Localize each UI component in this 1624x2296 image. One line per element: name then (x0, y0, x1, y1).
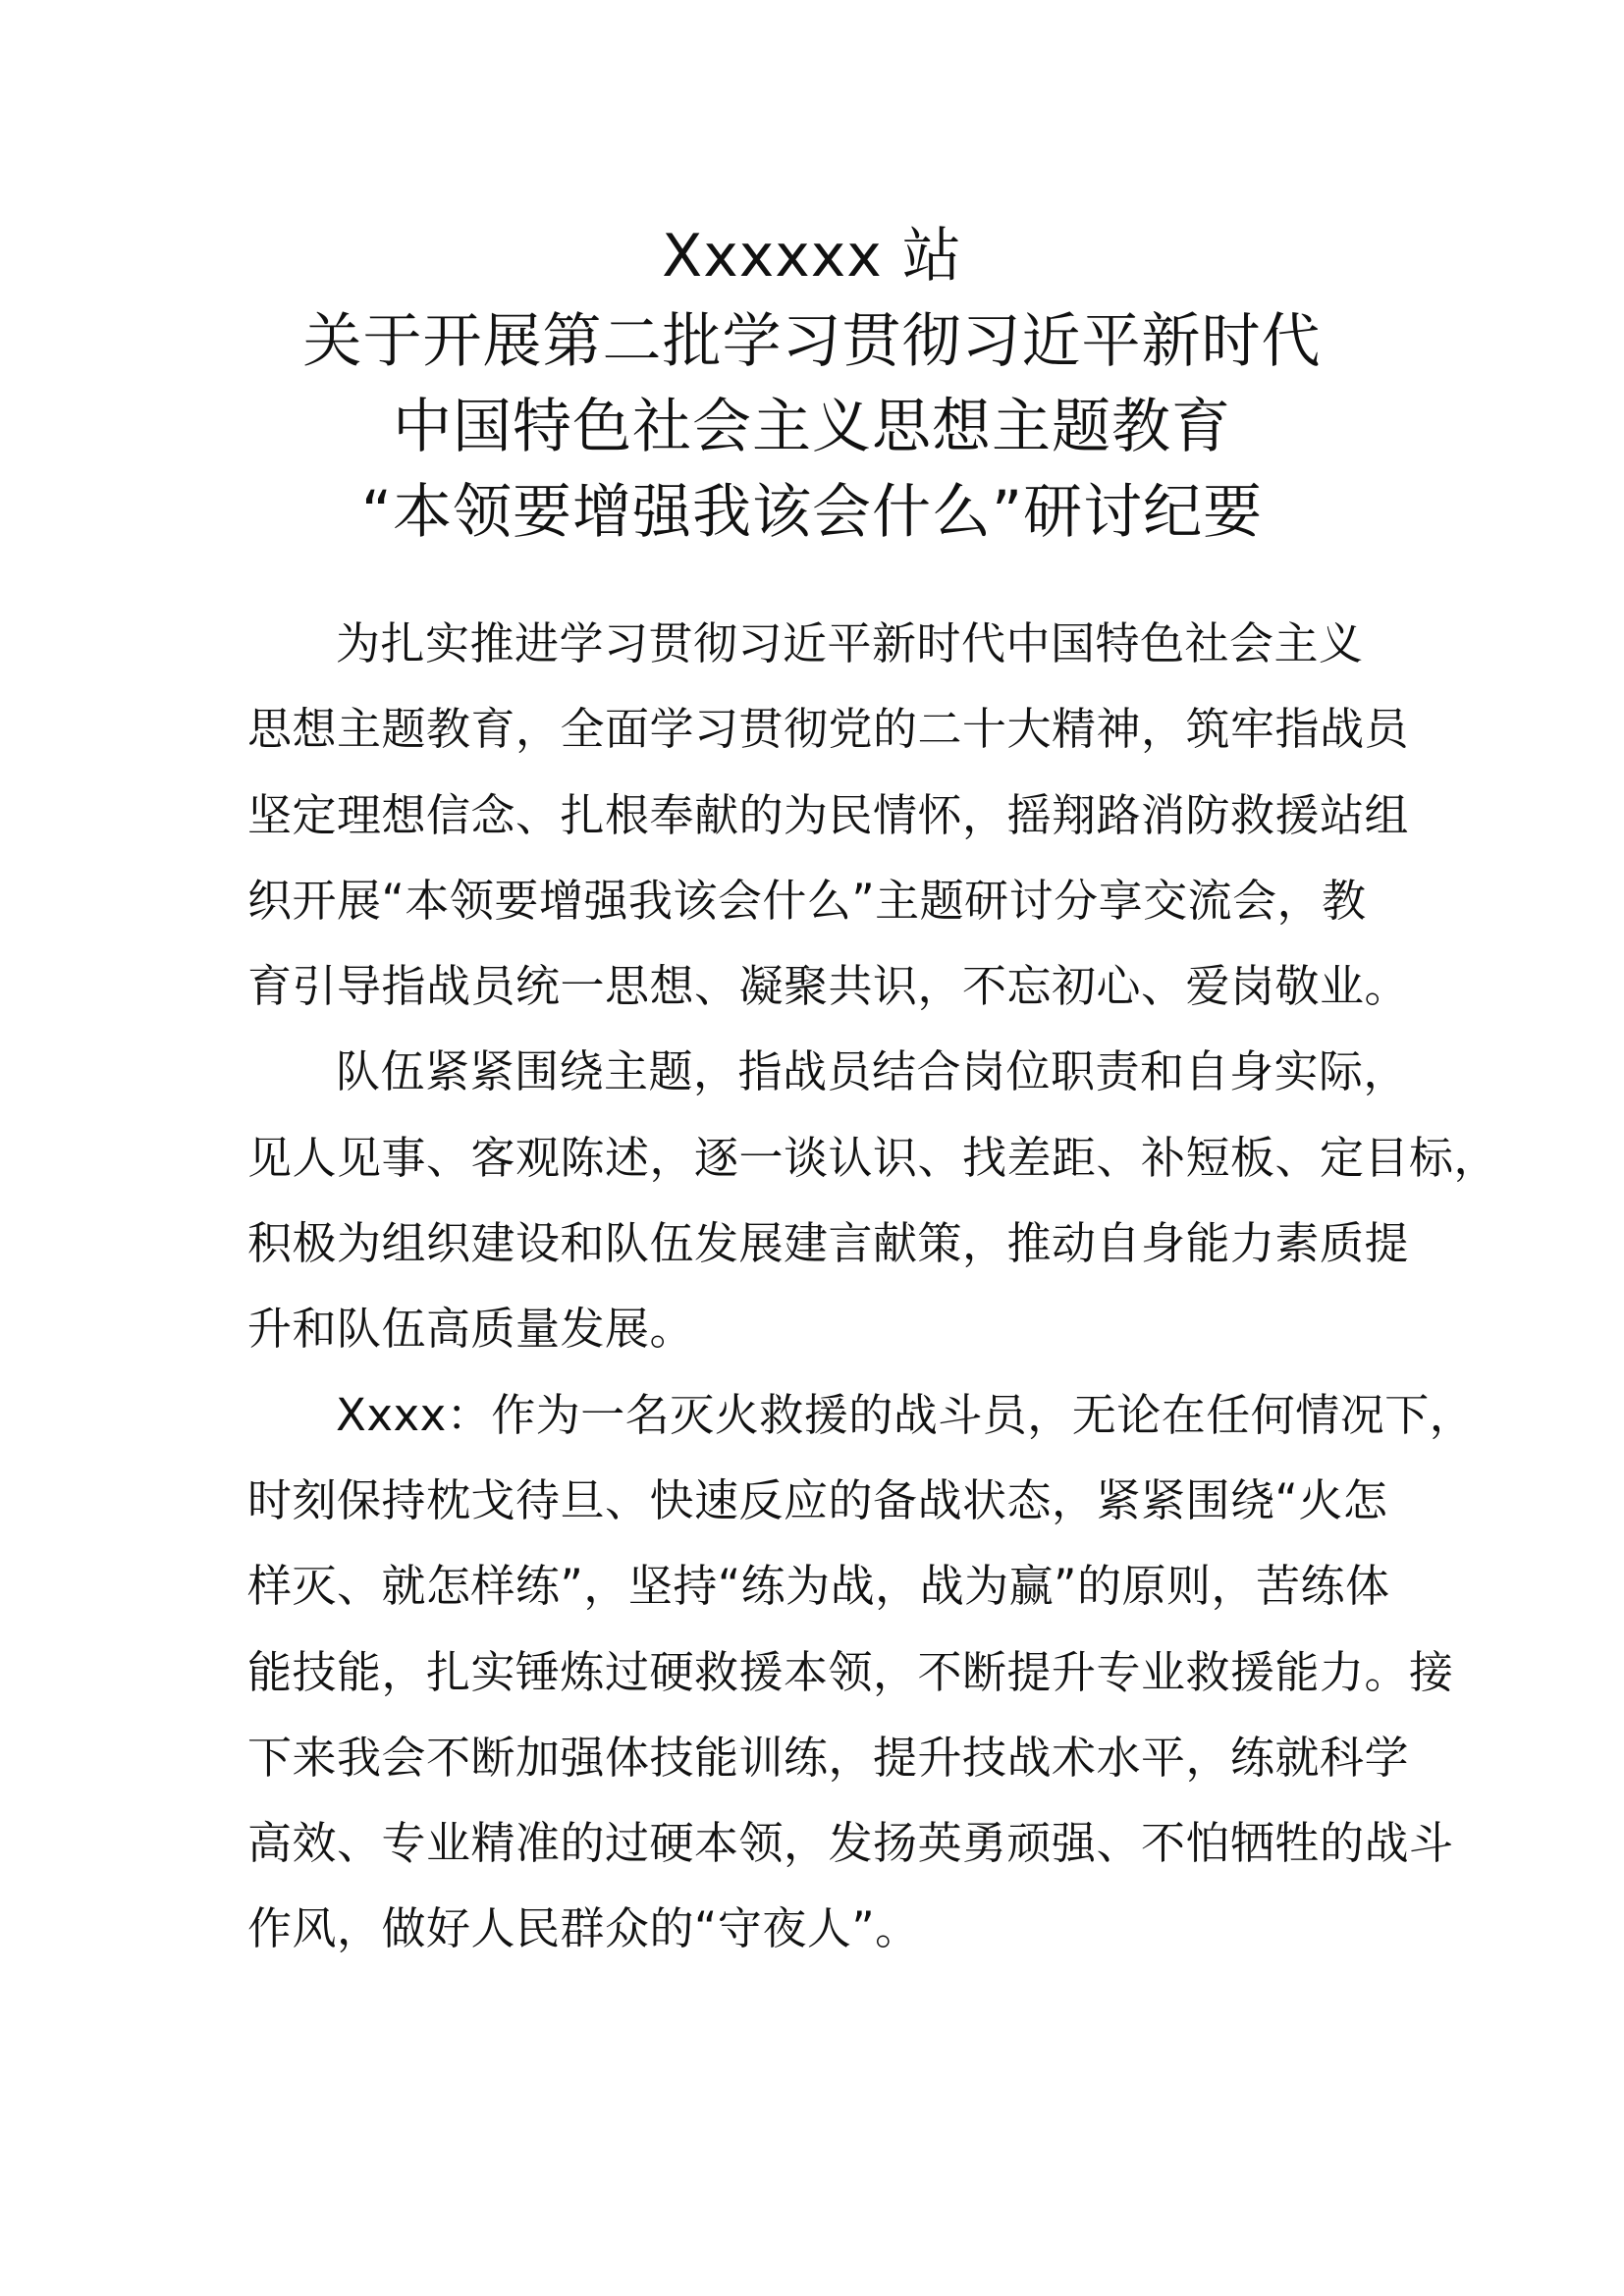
paragraph-line: 积极为组织建设和队伍发展建言献策，推动自身能力素质提 (247, 1217, 1410, 1270)
paragraph-line: 为扎实推进学习贯彻习近平新时代中国特色社会主义 (336, 617, 1364, 669)
paragraph-intro (247, 601, 1410, 1029)
paragraph-line: 样灭、就怎样练”，坚持“练为战，战为赢”的原则，苦练体 (247, 1560, 1390, 1613)
paragraph-line: 能技能，扎实锤炼过硬救援本领，不断提升专业救援能力。接 (247, 1645, 1454, 1698)
paragraph-line: 时刻保持枕戈待旦、快速反应的备战状态，紧紧围绕“火怎 (247, 1473, 1388, 1526)
paragraph-line: 织开展“本领要增强我该会什么”主题研讨分享交流会，教 (247, 874, 1367, 927)
paragraph-line: 作风，做好人民群众的“守夜人”。 (247, 1902, 920, 1955)
paragraph-line: 升和队伍高质量发展。 (247, 1303, 695, 1356)
paragraph-speaker (247, 1372, 1475, 1972)
title-line-main-cont: 中国特色社会主义思想主题教育 (393, 393, 1231, 461)
title-line-station: Xxxxxx 站 (662, 222, 962, 291)
paragraph-line: 下来我会不断加强体技能训练，提升技战术水平，练就科学 (247, 1731, 1410, 1784)
title-line-subtitle: “本领要增强我该会什么”研讨纪要 (360, 478, 1264, 547)
paragraph-line: 见人见事、客观陈述，逐一谈认识、找差距、补短板、定目标， (247, 1131, 1499, 1184)
title-line-main: 关于开展第二批学习贯彻习近平新时代 (302, 307, 1322, 376)
paragraph-line: Xxxx：作为一名灭火救援的战斗员，无论在任何情况下， (336, 1388, 1475, 1441)
paragraph-team (247, 1029, 1499, 1371)
paragraph-line: 思想主题教育，全面学习贯彻党的二十大精神，筑牢指战员 (247, 703, 1410, 756)
document-body (247, 601, 1499, 1972)
paragraph-line: 育引导指战员统一思想、凝聚共识，不忘初心、爱岗敬业。 (247, 960, 1410, 1013)
paragraph-line: 坚定理想信念、扎根奉献的为民情怀，摇翔路消防救援站组 (247, 788, 1410, 841)
paragraph-line: 高效、专业精准的过硬本领，发扬英勇顽强、不怕牺牲的战斗 (247, 1817, 1454, 1870)
document-title (0, 214, 1624, 556)
paragraph-line: 队伍紧紧围绕主题，指战员结合岗位职责和自身实际， (336, 1045, 1409, 1098)
